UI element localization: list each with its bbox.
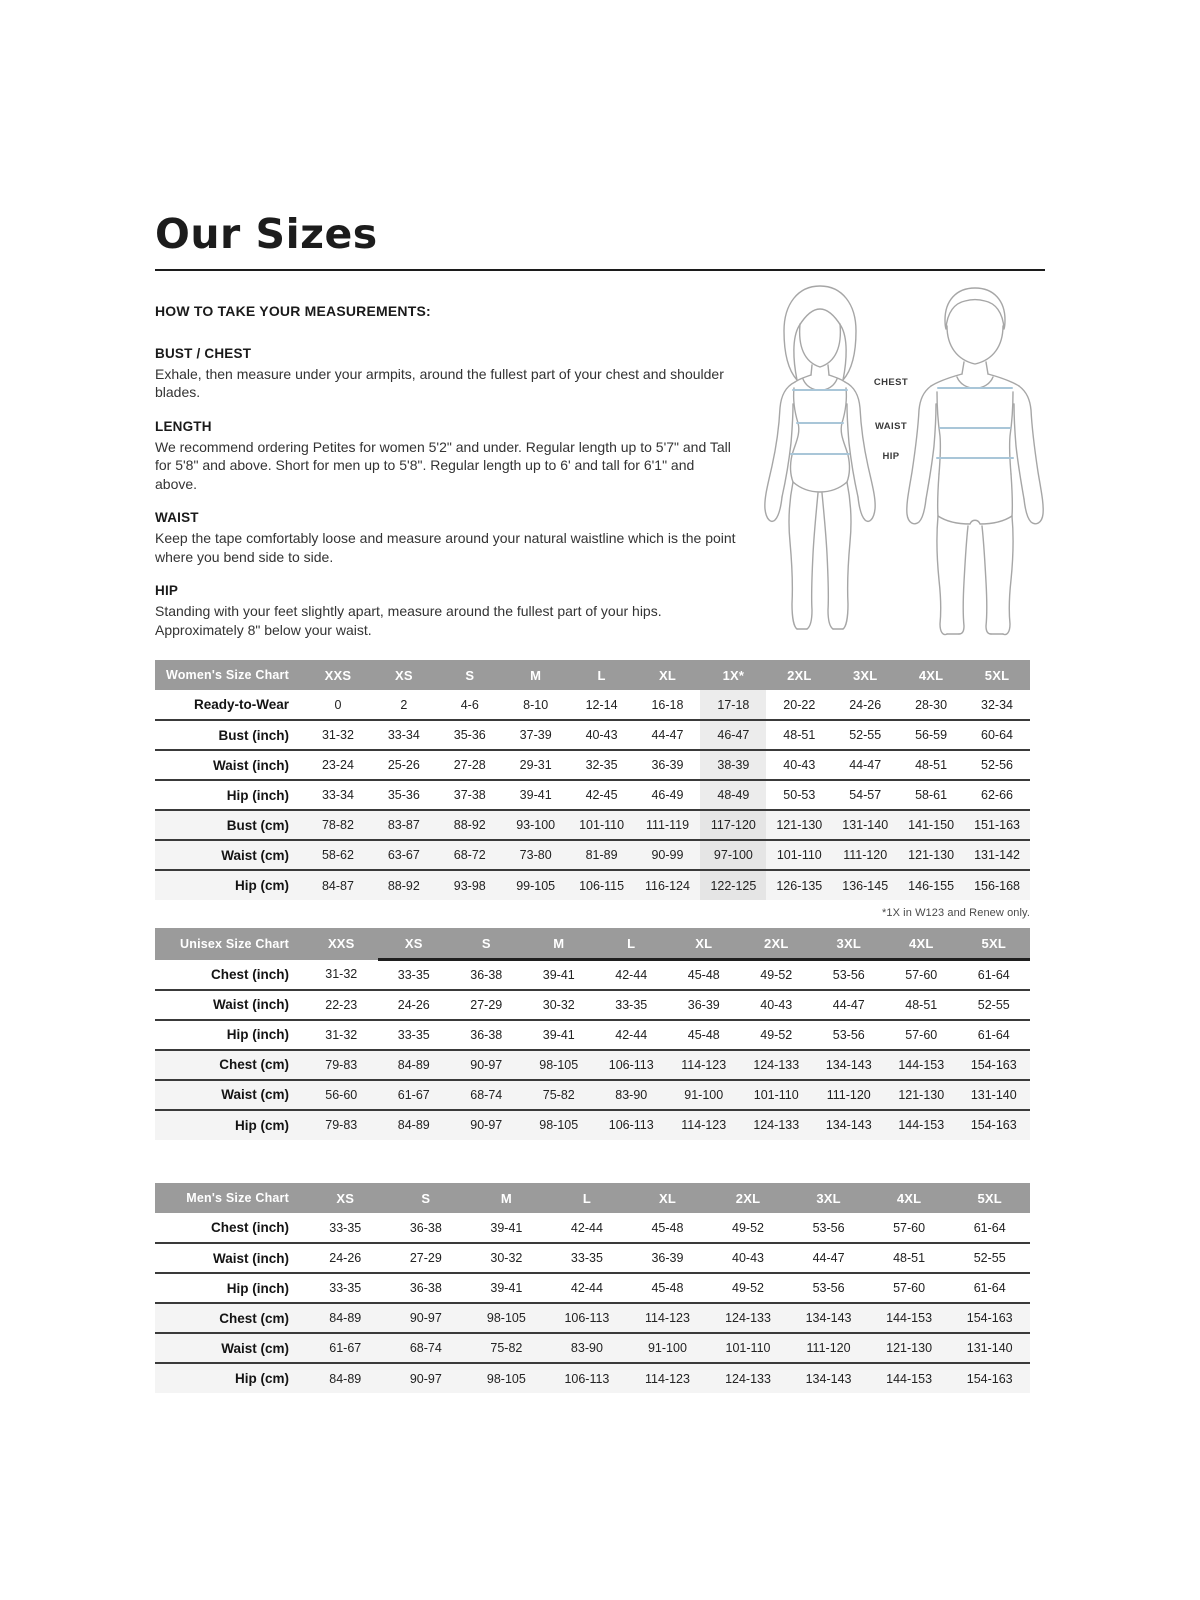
column-header: S (450, 928, 523, 960)
table-cell: 61-64 (977, 967, 1010, 982)
table-cell: 37-39 (519, 728, 552, 742)
table-cell: 81-89 (585, 848, 618, 862)
table-cell: 44-47 (832, 997, 865, 1012)
row-label: Hip (inch) (226, 1280, 289, 1296)
table-cell: 121-130 (886, 1341, 933, 1355)
column-header: M (466, 1183, 547, 1213)
column-header: 5XL (958, 928, 1031, 960)
section-body: Keep the tape comfortably loose and measure around your natural waistline which is the point where you bend side to side. (155, 530, 736, 565)
table-cell: 121-130 (908, 848, 955, 862)
table-cell: 111-120 (843, 848, 888, 862)
table-title: Unisex Size Chart (155, 928, 305, 960)
table-cell: 49-52 (760, 967, 793, 982)
table-cell: 151-163 (974, 818, 1020, 832)
table-cell: 146-155 (908, 878, 955, 893)
table-cell: 116-124 (645, 878, 690, 893)
table-cell: 79-83 (325, 1057, 358, 1072)
column-header: 3XL (813, 928, 886, 960)
table-cell: 134-143 (825, 1118, 872, 1132)
table-cell: 56-60 (325, 1087, 358, 1102)
table-cell: 97-100 (700, 840, 766, 870)
column-header: 3XL (832, 660, 898, 690)
table-cell: 39-41 (490, 1281, 523, 1295)
table-row (155, 1213, 1030, 1243)
chest-line-label: CHEST (873, 377, 909, 388)
table-cell: 53-56 (832, 967, 865, 982)
table-cell: 57-60 (893, 1281, 926, 1295)
table-cell: 44-47 (849, 758, 882, 772)
table-cell: 35-36 (453, 728, 486, 742)
table-cell: 84-87 (321, 878, 354, 893)
table-cell: 61-67 (329, 1341, 362, 1355)
waist-line-label: WAIST (874, 421, 908, 432)
table-cell: 44-47 (651, 728, 684, 742)
hip-line-label: HIP (882, 451, 900, 462)
table-cell: 27-28 (453, 758, 486, 772)
womens-size-chart-block (155, 660, 1030, 919)
table-cell: 106-113 (564, 1311, 610, 1325)
table-cell: 88-92 (387, 878, 420, 893)
table-cell: 53-56 (812, 1281, 845, 1295)
column-header: XXS (305, 928, 378, 960)
column-header: XS (371, 660, 437, 690)
table-cell: 61-64 (973, 1220, 1006, 1235)
table-title: Men's Size Chart (155, 1183, 305, 1213)
table-cell: 131-140 (842, 818, 889, 832)
table-cell: 56-59 (915, 728, 948, 742)
table-row (155, 690, 1030, 720)
table-cell: 91-100 (684, 1087, 724, 1102)
table-cell: 40-43 (585, 728, 618, 742)
table-cell: 33-34 (387, 728, 420, 742)
table-cell: 141-150 (908, 818, 955, 832)
table-cell: 20-22 (783, 697, 816, 712)
table-cell: 98-105 (539, 1118, 579, 1132)
row-label: Waist (inch) (213, 757, 289, 773)
table-cell: 17-18 (700, 690, 766, 720)
table-cell: 32-35 (585, 758, 618, 772)
unisex-size-chart-block (155, 928, 1030, 1140)
table-cell: 2 (400, 697, 408, 712)
table-cell: 79-83 (325, 1118, 358, 1132)
header-row (155, 1183, 1030, 1213)
womens-size-chart-table (155, 660, 1030, 900)
table-cell: 36-38 (409, 1281, 442, 1295)
table-cell: 101-110 (776, 848, 822, 862)
row-label: Chest (inch) (210, 1220, 289, 1235)
table-cell: 45-48 (687, 1027, 720, 1042)
column-header: XS (378, 928, 451, 960)
table-cell: 53-56 (812, 1220, 845, 1235)
table-cell: 33-34 (321, 788, 354, 802)
table-cell: 36-39 (651, 1251, 684, 1265)
table-cell: 40-43 (760, 997, 793, 1012)
table-cell: 114-123 (681, 1118, 727, 1132)
table-cell: 28-30 (915, 697, 948, 712)
table-row (155, 1110, 1030, 1140)
section-title: LENGTH (155, 418, 212, 434)
table-cell: 75-82 (542, 1087, 575, 1102)
table-cell: 35-36 (387, 788, 420, 802)
table-cell: 42-44 (570, 1220, 603, 1235)
table-cell: 154-163 (966, 1371, 1013, 1386)
column-header: L (595, 928, 668, 960)
column-header: 2XL (740, 928, 813, 960)
column-header: XS (305, 1183, 386, 1213)
section-bust-chest (155, 346, 740, 402)
table-cell: 101-110 (753, 1087, 799, 1102)
row-label: Bust (inch) (218, 727, 289, 743)
header-row (155, 660, 1030, 690)
table-cell: 98-105 (486, 1311, 526, 1325)
table-cell: 52-55 (977, 997, 1010, 1012)
table-cell: 61-67 (397, 1087, 430, 1102)
section-body: Standing with your feet slightly apart, measure around the fullest part of your hips. Approximately 8" below your waist. (155, 603, 662, 638)
table-cell: 33-35 (329, 1220, 362, 1235)
column-header: 5XL (949, 1183, 1030, 1213)
table-cell: 45-48 (687, 967, 720, 982)
table-row (155, 1020, 1030, 1050)
measurement-instructions (155, 303, 740, 656)
table-cell: 121-130 (898, 1087, 945, 1102)
column-header: 4XL (869, 1183, 950, 1213)
table-cell: 31-32 (325, 967, 358, 981)
table-cell: 75-82 (490, 1341, 523, 1355)
table-cell: 36-38 (409, 1220, 442, 1235)
row-label: Waist (cm) (221, 1340, 289, 1356)
table-row (155, 750, 1030, 780)
table-row (155, 1273, 1030, 1303)
table-cell: 117-120 (700, 810, 766, 840)
table-row (155, 780, 1030, 810)
table-cell: 52-55 (849, 728, 882, 742)
table-cell: 23-24 (321, 758, 354, 772)
table-cell: 4-6 (460, 697, 479, 712)
table-cell: 90-97 (470, 1057, 503, 1072)
table-cell: 36-39 (687, 997, 720, 1012)
table-cell: 90-97 (470, 1118, 503, 1132)
table-cell: 24-26 (329, 1251, 362, 1265)
table-cell: 16-18 (651, 697, 684, 712)
table-cell: 144-153 (898, 1057, 945, 1072)
table-cell: 8-10 (523, 697, 549, 712)
row-label: Chest (inch) (210, 966, 289, 982)
table-cell: 84-89 (397, 1057, 430, 1072)
table-title: Women's Size Chart (155, 660, 305, 690)
table-cell: 114-123 (644, 1371, 690, 1386)
table-cell: 98-105 (486, 1371, 526, 1386)
table-cell: 122-125 (700, 870, 766, 900)
table-row (155, 1333, 1030, 1363)
body-outline-illustration (735, 276, 1055, 638)
row-label: Ready-to-Wear (193, 697, 289, 712)
table-cell: 134-143 (805, 1311, 852, 1325)
table-row (155, 810, 1030, 840)
table-cell: 62-66 (981, 788, 1014, 802)
table-cell: 88-92 (453, 818, 486, 832)
table-row (155, 1050, 1030, 1080)
column-header: 4XL (898, 660, 964, 690)
table-cell: 27-29 (409, 1251, 442, 1265)
column-header: XL (627, 1183, 708, 1213)
row-label: Waist (inch) (213, 997, 289, 1012)
column-header: 2XL (708, 1183, 789, 1213)
table-cell: 42-45 (585, 788, 618, 802)
table-cell: 33-35 (570, 1251, 603, 1265)
table-cell: 54-57 (849, 788, 882, 802)
header-row (155, 928, 1030, 960)
table-cell: 48-51 (915, 758, 948, 772)
table-cell: 48-49 (700, 780, 766, 810)
table-cell: 111-120 (826, 1087, 871, 1102)
table-cell: 131-140 (966, 1341, 1013, 1355)
table-cell: 24-26 (397, 997, 430, 1012)
section-body: We recommend ordering Petites for women 5'2" and under. Regular length up to 5'7" and Tall for 5'8" and above. Short for men up to 5'8". Regular length up to 6' and tall for 6'1" and above. (155, 438, 731, 492)
table-cell: 58-61 (915, 788, 948, 802)
table-cell: 154-163 (970, 1057, 1017, 1072)
row-label: Bust (cm) (226, 817, 289, 833)
table-cell: 90-99 (651, 848, 684, 862)
row-label: Chest (cm) (219, 1057, 289, 1072)
table-cell: 90-97 (409, 1371, 442, 1386)
table-cell: 48-51 (783, 728, 816, 742)
table-cell: 44-47 (812, 1251, 845, 1265)
row-label: Hip (inch) (226, 1027, 289, 1042)
table-cell: 39-41 (542, 1027, 575, 1042)
table-row (155, 870, 1030, 900)
column-header: L (547, 1183, 628, 1213)
table-cell: 50-53 (783, 788, 816, 802)
table-cell: 27-29 (470, 997, 503, 1012)
section-hip (155, 583, 740, 639)
table-cell: 57-60 (893, 1220, 926, 1235)
table-cell: 12-14 (585, 697, 618, 712)
table-cell: 114-123 (681, 1057, 727, 1072)
table-cell: 52-56 (981, 758, 1014, 772)
row-label: Hip (cm) (235, 1117, 289, 1133)
table-cell: 45-48 (651, 1220, 684, 1235)
table-cell: 134-143 (805, 1371, 852, 1386)
table-cell: 144-153 (886, 1371, 933, 1386)
table-row (155, 1303, 1030, 1333)
column-header: 3XL (788, 1183, 869, 1213)
table-cell: 33-35 (397, 1027, 430, 1042)
table-cell: 121-130 (776, 818, 823, 832)
table-cell: 78-82 (321, 818, 354, 832)
table-cell: 36-38 (470, 1027, 503, 1042)
table-cell: 98-105 (539, 1057, 579, 1072)
table-cell: 33-35 (397, 967, 430, 982)
row-label: Hip (inch) (226, 787, 289, 803)
table-cell: 101-110 (579, 818, 625, 832)
column-header: S (437, 660, 503, 690)
column-header: M (523, 928, 596, 960)
table-cell: 106-113 (608, 1057, 654, 1072)
row-label: Waist (cm) (221, 1087, 289, 1102)
table-cell: 0 (334, 697, 342, 712)
table-cell: 39-41 (490, 1220, 523, 1235)
table-cell: 33-35 (329, 1281, 362, 1295)
table-cell: 144-153 (886, 1311, 933, 1325)
table-cell: 114-123 (644, 1311, 690, 1325)
table-cell: 156-168 (974, 878, 1020, 893)
section-body: Exhale, then measure under your armpits, around the fullest part of your chest and shoulder blades. (155, 366, 724, 401)
table-row (155, 1080, 1030, 1110)
table-cell: 24-26 (849, 697, 882, 712)
table-row (155, 1243, 1030, 1273)
section-title: BUST / CHEST (155, 346, 252, 361)
mens-size-chart-block (155, 1183, 1030, 1393)
column-header: 4XL (885, 928, 958, 960)
column-header: 1X* (700, 660, 766, 690)
female-figure-outline (765, 286, 875, 629)
table-cell: 37-38 (453, 788, 486, 802)
table-cell: 38-39 (700, 750, 766, 780)
table-cell: 29-31 (519, 758, 552, 772)
table-cell: 31-32 (321, 728, 354, 742)
table-cell: 48-51 (893, 1251, 926, 1265)
table-cell: 30-32 (542, 997, 575, 1012)
table-cell: 25-26 (387, 758, 420, 772)
page-title: Our Sizes (155, 210, 378, 258)
table-cell: 53-56 (832, 1027, 865, 1042)
table-cell: 31-32 (325, 1027, 358, 1042)
table-cell: 57-60 (905, 1027, 938, 1042)
table-cell: 49-52 (732, 1220, 764, 1235)
row-label: Hip (cm) (235, 878, 289, 893)
table-cell: 33-35 (615, 997, 648, 1012)
table-cell: 106-113 (608, 1118, 654, 1132)
section-waist (155, 510, 740, 566)
table-cell: 136-145 (842, 878, 889, 893)
table-cell: 101-110 (725, 1341, 771, 1355)
table-cell: 68-74 (470, 1087, 503, 1102)
size-chart-footnote: *1X in W123 and Renew only. (881, 907, 1030, 919)
table-cell: 93-98 (453, 878, 486, 893)
table-cell: 83-90 (615, 1087, 648, 1102)
row-label: Waist (inch) (213, 1250, 289, 1266)
title-divider (155, 269, 1045, 271)
column-header: M (503, 660, 569, 690)
section-title: HIP (155, 583, 179, 599)
table-cell: 124-133 (753, 1057, 800, 1072)
section-length (155, 419, 740, 493)
table-cell: 84-89 (329, 1371, 362, 1386)
table-cell: 58-62 (321, 848, 354, 862)
table-cell: 111-119 (645, 818, 690, 832)
table-cell: 36-38 (470, 967, 503, 982)
table-cell: 40-43 (732, 1251, 764, 1265)
table-row (155, 990, 1030, 1020)
table-cell: 144-153 (898, 1118, 945, 1132)
table-cell: 22-23 (325, 997, 358, 1012)
table-cell: 46-49 (651, 788, 684, 802)
table-cell: 91-100 (647, 1341, 687, 1355)
table-cell: 84-89 (397, 1118, 430, 1132)
table-cell: 48-51 (905, 997, 938, 1012)
table-row (155, 1363, 1030, 1393)
table-cell: 49-52 (760, 1027, 793, 1042)
table-cell: 99-105 (516, 878, 556, 893)
table-cell: 84-89 (329, 1311, 362, 1325)
table-row (155, 960, 1030, 990)
table-cell: 106-115 (579, 878, 625, 893)
instructions-heading: HOW TO TAKE YOUR MEASUREMENTS: (155, 303, 431, 319)
measurement-figures (735, 276, 1055, 638)
column-header: XL (668, 928, 741, 960)
table-cell: 83-87 (387, 818, 420, 832)
column-header: S (386, 1183, 467, 1213)
table-row (155, 720, 1030, 750)
table-cell: 46-47 (700, 720, 766, 750)
table-cell: 45-48 (651, 1281, 684, 1295)
table-cell: 68-74 (409, 1341, 442, 1355)
table-cell: 57-60 (905, 967, 938, 982)
table-cell: 126-135 (776, 878, 823, 893)
table-cell: 134-143 (825, 1057, 872, 1072)
row-label: Waist (cm) (221, 847, 289, 863)
section-title: WAIST (155, 510, 199, 526)
table-cell: 61-64 (977, 1027, 1010, 1042)
table-cell: 63-67 (387, 848, 420, 862)
table-cell: 90-97 (409, 1311, 442, 1325)
table-cell: 36-39 (651, 758, 684, 772)
table-cell: 39-41 (542, 967, 575, 982)
table-cell: 42-44 (615, 967, 648, 982)
mens-size-chart-table (155, 1183, 1030, 1393)
table-cell: 131-142 (974, 848, 1020, 862)
table-cell: 68-72 (453, 848, 486, 862)
table-row (155, 840, 1030, 870)
row-label: Chest (cm) (219, 1310, 289, 1326)
table-cell: 154-163 (966, 1311, 1013, 1325)
table-cell: 42-44 (615, 1027, 648, 1042)
table-cell: 30-32 (490, 1251, 523, 1265)
row-label: Hip (cm) (235, 1371, 289, 1386)
column-header: L (569, 660, 635, 690)
column-header: XXS (305, 660, 371, 690)
table-cell: 42-44 (570, 1281, 603, 1295)
table-cell: 60-64 (981, 728, 1014, 742)
table-cell: 83-90 (570, 1341, 603, 1355)
table-cell: 154-163 (970, 1118, 1017, 1132)
table-cell: 52-55 (973, 1251, 1006, 1265)
table-cell: 106-113 (564, 1371, 610, 1386)
table-cell: 49-52 (732, 1281, 764, 1295)
column-header: 2XL (766, 660, 832, 690)
column-header: XL (635, 660, 701, 690)
table-cell: 124-133 (725, 1371, 771, 1386)
table-cell: 93-100 (516, 818, 556, 832)
table-cell: 32-34 (981, 697, 1014, 712)
table-cell: 131-140 (970, 1087, 1017, 1102)
table-cell: 73-80 (519, 848, 552, 862)
unisex-size-chart-table (155, 928, 1030, 1140)
table-cell: 61-64 (973, 1281, 1006, 1295)
table-cell: 40-43 (783, 758, 816, 772)
column-header: 5XL (964, 660, 1030, 690)
table-cell: 111-120 (806, 1341, 851, 1355)
table-cell: 124-133 (753, 1118, 800, 1132)
male-figure-outline (907, 288, 1043, 635)
table-cell: 39-41 (519, 788, 552, 802)
table-cell: 124-133 (725, 1311, 771, 1325)
